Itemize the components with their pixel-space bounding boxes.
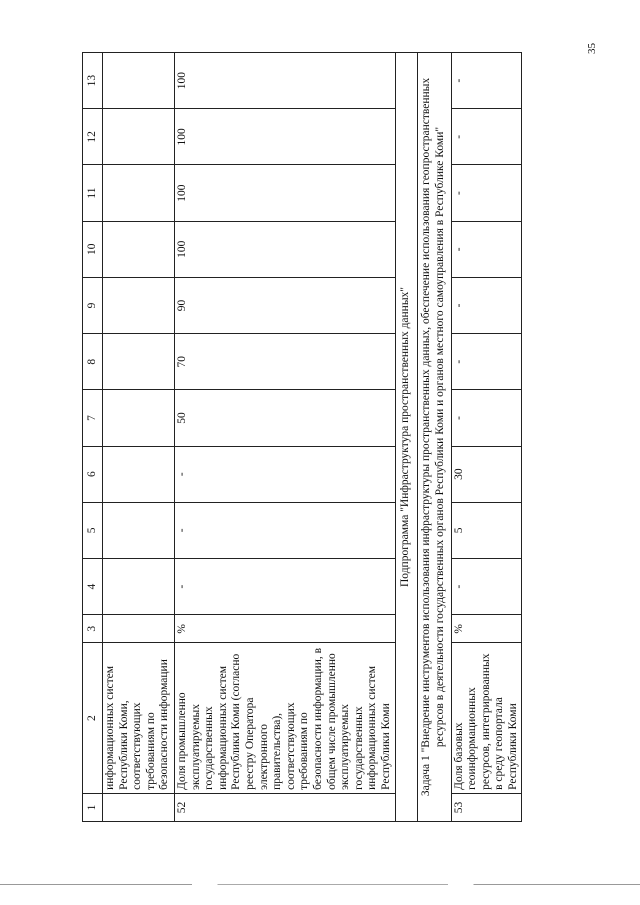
value-cell: 50 [175,390,396,446]
cell-empty [103,165,175,221]
value-cell: - [175,558,396,614]
cell-empty [103,793,175,821]
indicator-name: Доля промышленно эксплуатируемых государственных информационных систем Республики Коми (согласно реестру Оператора электронного правительства), соответствующих требованиям по безопасности информации, в общем числе промышленно эксплуатируемых государственных информационных систем Республики Коми [175,643,396,794]
table-row-continued [103,53,175,822]
header-cell: 12 [83,109,103,165]
header-cell: 2 [83,643,103,794]
cell-empty [103,221,175,277]
table-row-52 [175,53,396,822]
cell-empty [103,109,175,165]
header-cell: 11 [83,165,103,221]
value-cell: - [451,558,522,614]
cell-empty [103,390,175,446]
cell-empty [103,53,175,109]
value-cell: 100 [175,165,396,221]
header-cell: 13 [83,53,103,109]
value-cell: - [175,502,396,558]
value-cell: - [451,53,522,109]
header-cell: 7 [83,390,103,446]
value-cell: 5 [451,502,522,558]
value-cell: - [451,334,522,390]
header-cell: 8 [83,334,103,390]
indicators-table [82,52,522,822]
unit: % [175,615,396,643]
value-cell: 100 [175,53,396,109]
scan-edge-line [0,884,640,885]
value-cell: - [451,390,522,446]
value-cell: - [175,446,396,502]
table-row-53 [451,53,522,822]
value-cell: 70 [175,334,396,390]
value-cell: 100 [175,109,396,165]
subprogram-title: Подпрограмма "Инфраструктура пространственных данных" [395,53,417,822]
value-cell: - [451,109,522,165]
cell-empty [103,502,175,558]
cell-empty [103,615,175,643]
value-cell: 90 [175,277,396,333]
task-title: Задача 1 "Внедрение инструментов использования инфраструктуры пространственных данных, обеспечение использования геопространственных ресурсов в деятельности государственных органов Республики Коми и органов местного самоуправления в Республике Коми" [417,53,451,822]
table-header-row [83,53,103,822]
value-cell: - [451,165,522,221]
row-number: 53 [451,793,522,821]
row-number: 52 [175,793,396,821]
cell-empty [103,446,175,502]
cell-empty [103,277,175,333]
value-cell: - [451,221,522,277]
value-cell: 30 [451,446,522,502]
cell-empty [103,334,175,390]
indicator-name: информационных систем Республики Коми, соответствующих требованиям по безопасности информации [103,643,175,794]
header-cell: 1 [83,793,103,821]
header-cell: 5 [83,502,103,558]
rotated-table-wrapper [82,52,519,822]
header-cell: 10 [83,221,103,277]
value-cell: - [451,277,522,333]
unit: % [451,615,522,643]
header-cell: 4 [83,558,103,614]
subprogram-row [395,53,417,822]
header-cell: 9 [83,277,103,333]
indicator-name: Доля базовых геоинформационных ресурсов, интегрированных в среду геопортала Республики Коми [451,643,522,794]
page-number: 35 [586,43,598,54]
value-cell: 100 [175,221,396,277]
header-cell: 3 [83,615,103,643]
header-cell: 6 [83,446,103,502]
task-row [417,53,451,822]
cell-empty [103,558,175,614]
